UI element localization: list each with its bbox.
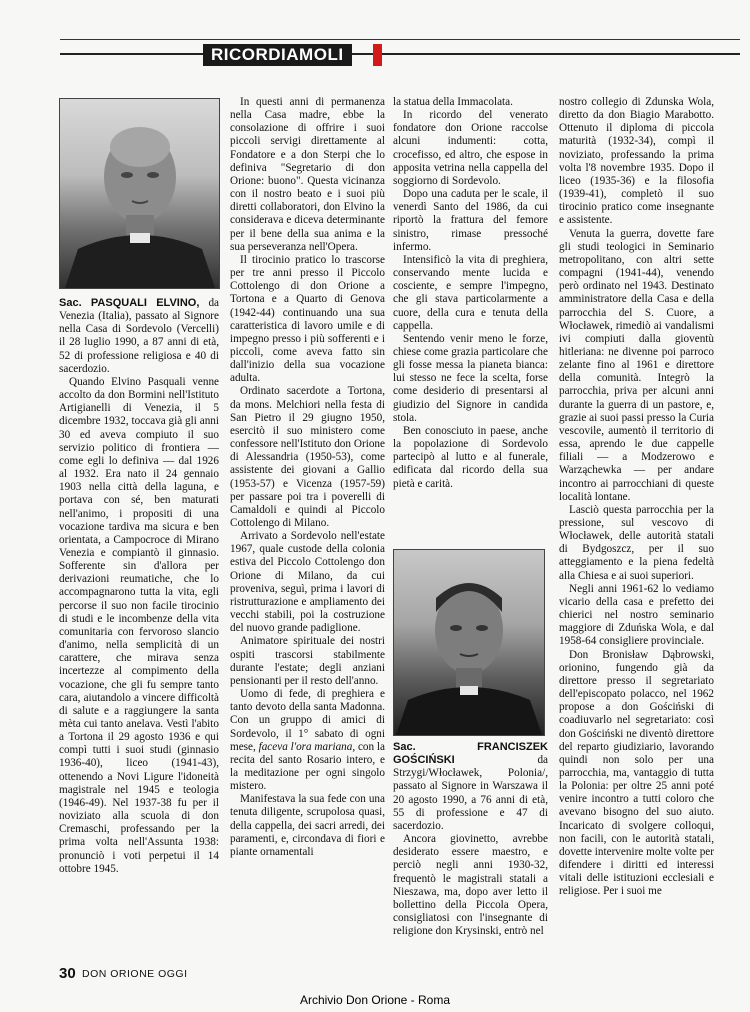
paragraph: nostro collegio di Zdunska Wola, diretto da don Biagio Marabotto. Ottenuto il diploma di piccola maturità (1932-34), compì il noviziato, professando la prima volta l'8 novembre 1935. Dopo il liceo (1935-36) e la filosofia (1939-41), completò il suo tirocinio pratico come insegnante e assistente. (559, 96, 714, 227)
paragraph: Intensificò la vita di preghiera, conservando mente lucida e cosciente, e sempre l'impegno, che gli stava particolarmente a cuore, della cura e tenuta della cappella. (393, 253, 548, 332)
paragraph: Animatore spirituale dei nostri ospiti trascorsi stabilmente durante l'estate; degli anziani pensionanti per il resto dell'anno. (230, 635, 385, 687)
header-rule (60, 53, 740, 55)
paragraph: Dopo una caduta per le scale, il venerdì Santo del 1986, da cui riportò la frattura del femore sinistro, rimase pressoché infermo. (393, 188, 548, 253)
paragraph: Il tirocinio pratico lo trascorse per tre anni presso il Piccolo Cottolengo di don Orione a Tortona e a Quarto di Genova (1942-44) continuando una sua caratteristica di lavoro umile e di impegno presso i più sofferenti e i piccoli, come aveva fatto sin dall'inizio della sua vocazione adulta. (230, 253, 385, 385)
caption-pasquali (59, 297, 219, 376)
column-1 (59, 297, 219, 876)
portrait-illustration (60, 99, 219, 288)
paragraph: Ben conosciuto in paese, anche la popolazione di Sordevolo partecipò al lutto e al funerale, edificata dal ricordo della sua pietà e carità. (393, 424, 548, 490)
paragraph: Don Bronisław Dąbrowski, orionino, fungendo già da direttore presso il segretariato dell'episcopato polacco, nel 1962 propose a don Gościński di coadiuvarlo nel segretariato: così don Gościński ne diventò direttore del reparto giudiziario, lavorando quindi non solo per una parrocchia, ma, vantaggio di tutta la Polonia: per oltre 25 anni poté venire incontro a tutti coloro che avevano bisogno del suo aiuto. Incaricato di svolgere colloqui, non facili, con le autorità statali, dovette intervenire molte volte per difendere i diritti ed interessi vitali delle istituzioni ecclesiali e religiose. Per i suoi me (559, 648, 714, 898)
paragraph: Manifestava la sua fede con una tenuta diligente, scrupolosa quasi, della cappella, dei sacri arredi, dei paramenti, e, circondava di fiori e piante ornamentali (230, 793, 385, 858)
paragraph: In ricordo del venerato fondatore don Orione raccolse alcuni indumenti: cotta, crocefisso, ed altro, che espose in apposita vetrina nella cappella del soggiorno di Sordevolo. (393, 109, 548, 187)
paragraph: la statua della Immacolata. (393, 96, 513, 108)
portrait-photo-pasquali (59, 98, 220, 289)
caption-text: da Strzygi/Włocławek, Polonia/, passato al Signore in Warszawa il 20 agosto 1990, a 76 anni di età, 55 di professione e 47 di sacerdozio. (393, 754, 548, 832)
portrait-photo-goscinski (393, 549, 545, 736)
archive-credit: Archivio Don Orione - Roma (299, 993, 451, 1007)
text-run: con la recita del santo Rosario intero, e la meditazione per ogni singolo mistero. (230, 740, 385, 793)
section-accent (373, 44, 382, 66)
paragraph: Ordinato sacerdote a Tortona, da mons. Melchiori nella festa di San Pietro il 29 giugno 1950, esercitò il suo ministero come confessore nell'Istituto don Orione di Alessandria (1950-53), come assistente dei giovani a Gallio (1953-57) e Vicenza (1957-59) per passare poi tra i poverelli di Camaldoli e quindi al Piccolo Cottolengo di Milano. (230, 385, 385, 529)
caption-name: Sac. FRANCISZEK GOŚCIŃSKI (393, 741, 548, 767)
column-4 (559, 96, 714, 899)
top-rule (60, 39, 740, 40)
paragraph: Ancora giovinetto, avrebbe desiderato essere maestro, e perciò negli anni 1930-32, frequentò le magistrali statali a Nieszawa, ma, dopo aver letto il bollettino della Piccola Opera, consigliatosi con l'insegnante di religione don Krysinski, entrò nel (393, 833, 548, 938)
paragraph: Arrivato a Sordevolo nell'estate 1967, quale custode della colonia estiva del Piccolo Cottolengo don Orione di Milano, da cui proveniva, seguì, prima i lavori di ristrutturazione e ampliamento dei vecchi stabili, poi la costruzione del nuovo grande padiglione. (230, 530, 385, 635)
caption-text: da Venezia (Italia), passato al Signore nella Casa di Sordevolo (Vercelli) il 28 luglio 1990, a 87 anni di età, 52 di professione religiosa e 40 di sacerdozio. (59, 297, 220, 375)
magazine-title: DON ORIONE OGGI (82, 968, 188, 980)
caption-goscinski (393, 741, 548, 833)
column-2 (230, 96, 385, 859)
paragraph: In questi anni di permanenza nella Casa madre, ebbe la consolazione di offrire i suoi piccoli servigi direttamente al Fondatore e a don Sterpi che lo definiva "Segretario di don Orione: buono". Questa vicinanza con il nostro beato e i suoi più diretti collaboratori, don Elvino la considerava e diceva determinante per il bene della sua anima e la sua perseveranza nell'Opera. (230, 96, 385, 253)
text-run: Uomo di fede, di preghiera e tanto devoto della santa Madonna. Con un gruppo di amici di Sordevolo, il 1° sabato di ogni mese, (230, 688, 385, 753)
paragraph (230, 688, 385, 793)
paragraph: Lasciò questa parrocchia per la pressione, sul vescovo di Włocławek, delle autorità statali di Bydgoszcz, per il suo atteggiamento e la piena fedeltà alla Chiesa e ai suoi superiori. (559, 503, 714, 582)
section-label: RICORDIAMOLI (203, 44, 352, 66)
caption-name: Sac. PASQUALI ELVINO, (59, 297, 200, 309)
paragraph: Venuta la guerra, dovette fare gli studi teologici in Seminario metropolitano, con altri sette compagni (1941-44), venendo però ordinato nel 1943. Destinato amministratore della Casa e della parrocchia del S. Cuore, a Włocławek, rimediò ai vandalismi ivi compiuti dalla gioventù hitleriana: ne divenne poi parroco zelante fino al 1961 e direttore della comunità. Integrò la parrocchia, priva per alcuni anni durante la guerra di un pastore, e, grazie ai suoi passi presso la Curia vescovile, aumentò il territorio di essa, aprendo le due cappelle filiali — a Modzerowo e Warząchewka — per andare incontro ai parrocchiani di queste località lontane. (559, 227, 714, 503)
column-3-lower (393, 741, 548, 938)
paragraph: Sentendo venir meno le forze, chiese come grazia particolare che gli fosse messa la pianeta bianca: lui stesso ne fece la scelta, forse come desiderio di presentarsi al giudizio del Signore in candida stola. (393, 332, 548, 424)
paragraph: Quando Elvino Pasquali venne accolto da don Bormini nell'Istituto Artigianelli di Venezia, il 5 dicembre 1932, toccava già gli anni 30 ed aveva compiuto il suo servizio politico di frontiera — come egli lo definiva — dal 1926 al 1932. Era nato il 24 gennaio 1903 nella città della laguna, e portava con sé, ben maturati nell'animo, i propositi di una vocazione tardiva ma sicura e ben orientata, a Campocroce di Mirano Venezia e compiantò il ginnasio. Sofferente sin d'allora per derivazioni reumatiche, che lo accompagnarono tutta la vita, egli percorse il suo non facile tirocinio di studi e le incombenze della vita comunitaria con fervoroso slancio d'animo, nella semplicità di un carattere, che mirava senza incertezze al compimento della vocazione, che gli fu sempre tanto cara, aiutandolo a vincere difficoltà di salute e a raggiungere la santa mèta cui tanto anelava. Vestì l'abito a Tortona il 29 agosto 1936 e qui compì tutti i suoi studi (ginnasio 1936-40), liceo (1941-43), ottenendo a Novi Ligure l'idoneità magistrale nel 1945 e teologia (1946-49). Nel 1937-38 fu per il noviziato alla scuola di don Cremaschi, professando per la prima volta nell'Assunta 1938: pronunciò i voti perpetui il 14 ottobre 1945. (59, 375, 219, 875)
emphasis-text: faceva l'ora mariana, (258, 740, 356, 753)
portrait-illustration (394, 550, 544, 735)
paragraph: Negli anni 1961-62 lo vediamo vicario della casa e prefetto dei chierici nel nostro seminario maggiore di Zduńska Wola, e dal 1958-64 consigliere provinciale. (559, 582, 714, 648)
page-number: 30 (59, 965, 76, 982)
column-3 (393, 96, 548, 491)
